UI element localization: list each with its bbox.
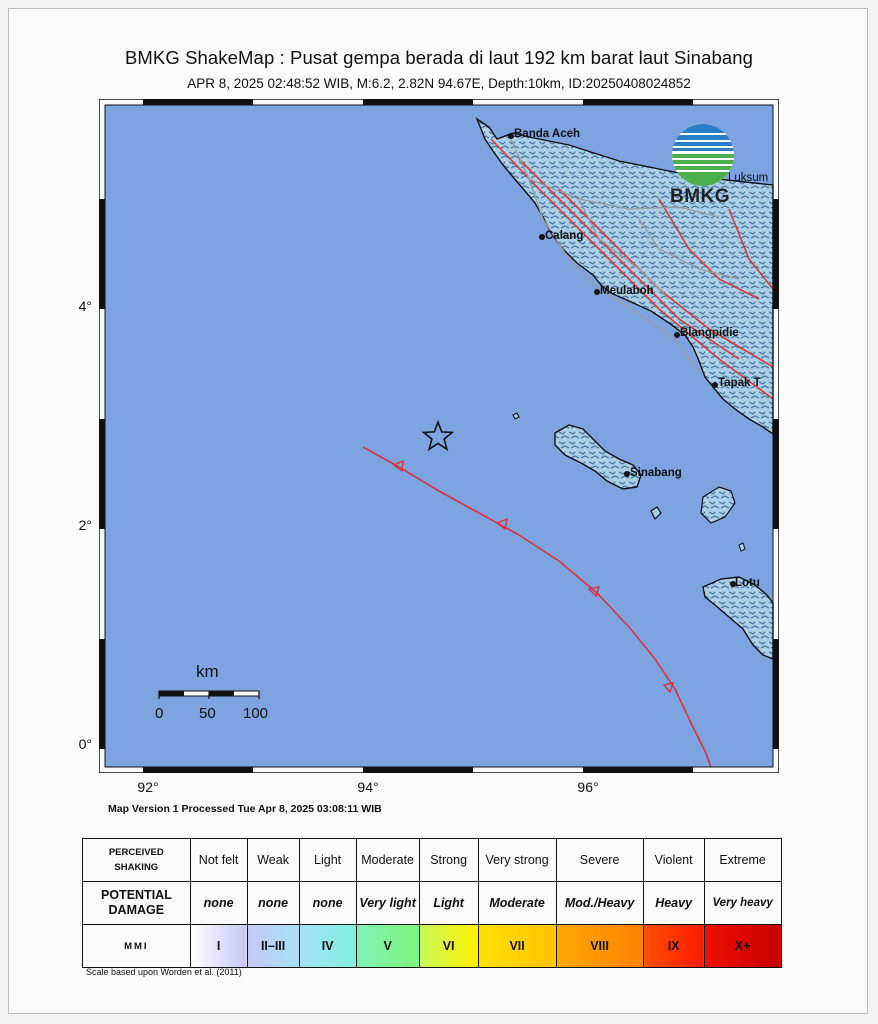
damage-cell: Moderate — [478, 882, 556, 925]
legend-header-mmi: MMI — [83, 925, 191, 968]
lat-tick-2: 2° — [78, 517, 92, 533]
shaking-cell: Very strong — [478, 839, 556, 882]
shaking-cell: Moderate — [356, 839, 419, 882]
lat-tick-0: 0° — [78, 736, 92, 752]
shaking-cell: Severe — [556, 839, 643, 882]
city-label-meulaboh: Meulaboh — [600, 285, 654, 297]
mmi-legend-table — [82, 838, 782, 968]
lon-tick-96: 96° — [577, 779, 599, 795]
shaking-cell: Not felt — [190, 839, 247, 882]
mmi-cell-ii-iii: II–III — [247, 925, 299, 968]
legend-header-shaking: PERCEIVED SHAKING — [83, 839, 191, 882]
scale-credit: Scale based upon Worden et al. (2011) — [86, 967, 242, 977]
damage-cell: none — [247, 882, 299, 925]
processing-version: Map Version 1 Processed Tue Apr 8, 2025 03:08:11 WIB — [108, 803, 382, 815]
damage-cell: Mod./Heavy — [556, 882, 643, 925]
map-subtitle: APR 8, 2025 02:48:52 WIB, M:6.2, 2.82N 94.67E, Depth:10km, ID:20250408024852 — [187, 76, 691, 91]
mmi-cell-vii: VII — [478, 925, 556, 968]
scale-label-50: 50 — [199, 705, 216, 722]
damage-cell: none — [299, 882, 356, 925]
city-label-luksum: Luksum — [728, 172, 769, 184]
legend-header-damage: POTENTIAL DAMAGE — [83, 882, 191, 925]
shaking-cell: Strong — [419, 839, 478, 882]
damage-cell: Heavy — [643, 882, 704, 925]
city-label-calang: Calang — [545, 230, 584, 242]
mmi-cell-iv: IV — [299, 925, 356, 968]
city-label-sinabang: Sinabang — [630, 467, 682, 479]
bmkg-logo-text: BMKG — [670, 186, 731, 207]
damage-cell: none — [190, 882, 247, 925]
mmi-cell-x-plus: X+ — [704, 925, 781, 968]
mmi-cell-vi: VI — [419, 925, 478, 968]
mmi-cell-i: I — [190, 925, 247, 968]
city-label-blangpidie: Blangpidie — [680, 327, 739, 339]
shaking-cell: Light — [299, 839, 356, 882]
mmi-cell-v: V — [356, 925, 419, 968]
city-label-lotu: Lotu — [735, 577, 760, 589]
shaking-cell: Extreme — [704, 839, 781, 882]
damage-cell: Light — [419, 882, 478, 925]
lon-tick-92: 92° — [137, 779, 159, 795]
city-label-banda-aceh: Banda Aceh — [514, 128, 581, 140]
map-title: BMKG ShakeMap : Pusat gempa berada di laut 192 km barat laut Sinabang — [124, 47, 754, 68]
scale-label-0: 0 — [155, 705, 164, 722]
shaking-cell: Weak — [247, 839, 299, 882]
city-label-tapak-tuan: Tapak T — [718, 377, 761, 389]
lat-tick-4: 4° — [78, 298, 92, 314]
legend-mmi-row — [83, 925, 782, 968]
mmi-cell-viii: VIII — [556, 925, 643, 968]
shaking-cell: Violent — [643, 839, 704, 882]
legend-damage-row — [83, 882, 782, 925]
scale-unit-label: km — [196, 662, 219, 681]
lon-tick-94: 94° — [357, 779, 379, 795]
scale-label-100: 100 — [243, 705, 269, 722]
damage-cell: Very light — [356, 882, 419, 925]
legend-shaking-row — [83, 839, 782, 882]
mmi-cell-ix: IX — [643, 925, 704, 968]
damage-cell: Very heavy — [704, 882, 781, 925]
